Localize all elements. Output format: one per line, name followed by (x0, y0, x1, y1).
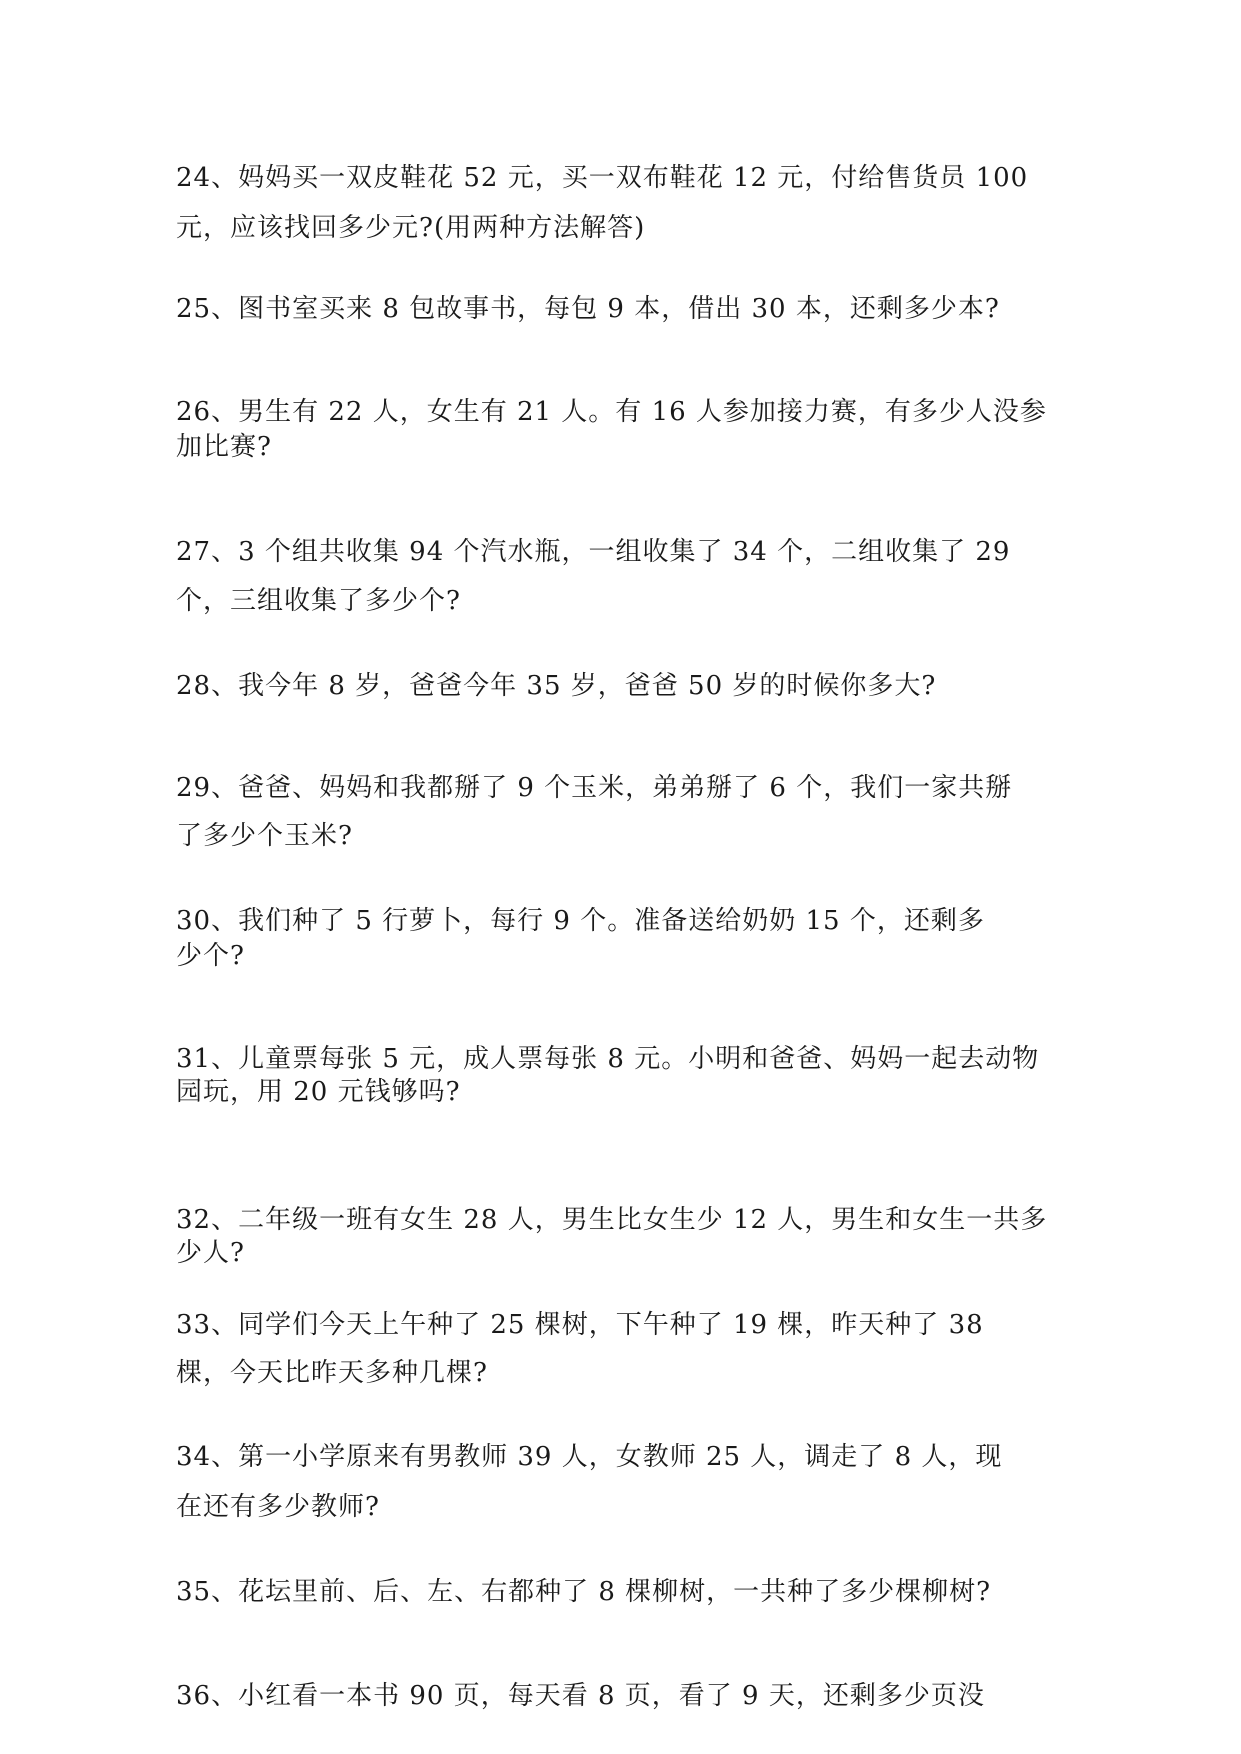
problem-32-line-2: 少人? (176, 1238, 245, 1268)
problem-31-line-1: 31、儿童票每张 5 元，成人票每张 8 元。小明和爸爸、妈妈一起去动物 (176, 1044, 1040, 1074)
problem-32-line-1: 32、二年级一班有女生 28 人，男生比女生少 12 人，男生和女生一共多 (176, 1205, 1048, 1235)
problem-26-line-2: 加比赛? (176, 432, 272, 462)
problem-29-line-1: 29、爸爸、妈妈和我都掰了 9 个玉米，弟弟掰了 6 个，我们一家共掰 (176, 773, 1013, 803)
problem-26-line-1: 26、男生有 22 人，女生有 21 人。有 16 人参加接力赛，有多少人没参 (176, 397, 1047, 427)
problem-24-line-1: 24、妈妈买一双皮鞋花 52 元，买一双布鞋花 12 元，付给售货员 100 (176, 163, 1029, 193)
problem-24-line-2: 元，应该找回多少元?(用两种方法解答) (176, 213, 646, 243)
problem-31-line-2: 园玩，用 20 元钱够吗? (176, 1077, 461, 1107)
problem-27-line-1: 27、3 个组共收集 94 个汽水瓶，一组收集了 34 个，二组收集了 29 (176, 537, 1011, 567)
problem-33-line-1: 33、同学们今天上午种了 25 棵树，下午种了 19 棵，昨天种了 38 (176, 1310, 984, 1340)
problem-30-line-2: 少个? (176, 941, 245, 971)
problem-30-line-1: 30、我们种了 5 行萝卜，每行 9 个。准备送给奶奶 15 个，还剩多 (176, 906, 985, 936)
problem-29-line-2: 了多少个玉米? (176, 821, 353, 851)
problem-34-line-2: 在还有多少教师? (176, 1492, 380, 1522)
problem-28-line-1: 28、我今年 8 岁，爸爸今年 35 岁，爸爸 50 岁的时候你多大? (176, 671, 937, 701)
problem-25-line-1: 25、图书室买来 8 包故事书，每包 9 本，借出 30 本，还剩多少本? (176, 294, 1000, 324)
problem-27-line-2: 个，三组收集了多少个? (176, 586, 461, 616)
problem-36-line-1: 36、小红看一本书 90 页，每天看 8 页，看了 9 天，还剩多少页没 (176, 1681, 985, 1711)
problem-34-line-1: 34、第一小学原来有男教师 39 人，女教师 25 人，调走了 8 人，现 (176, 1442, 1003, 1472)
problem-35-line-1: 35、花坛里前、后、左、右都种了 8 棵柳树，一共种了多少棵柳树? (176, 1577, 992, 1607)
problem-33-line-2: 棵，今天比昨天多种几棵? (176, 1358, 488, 1388)
